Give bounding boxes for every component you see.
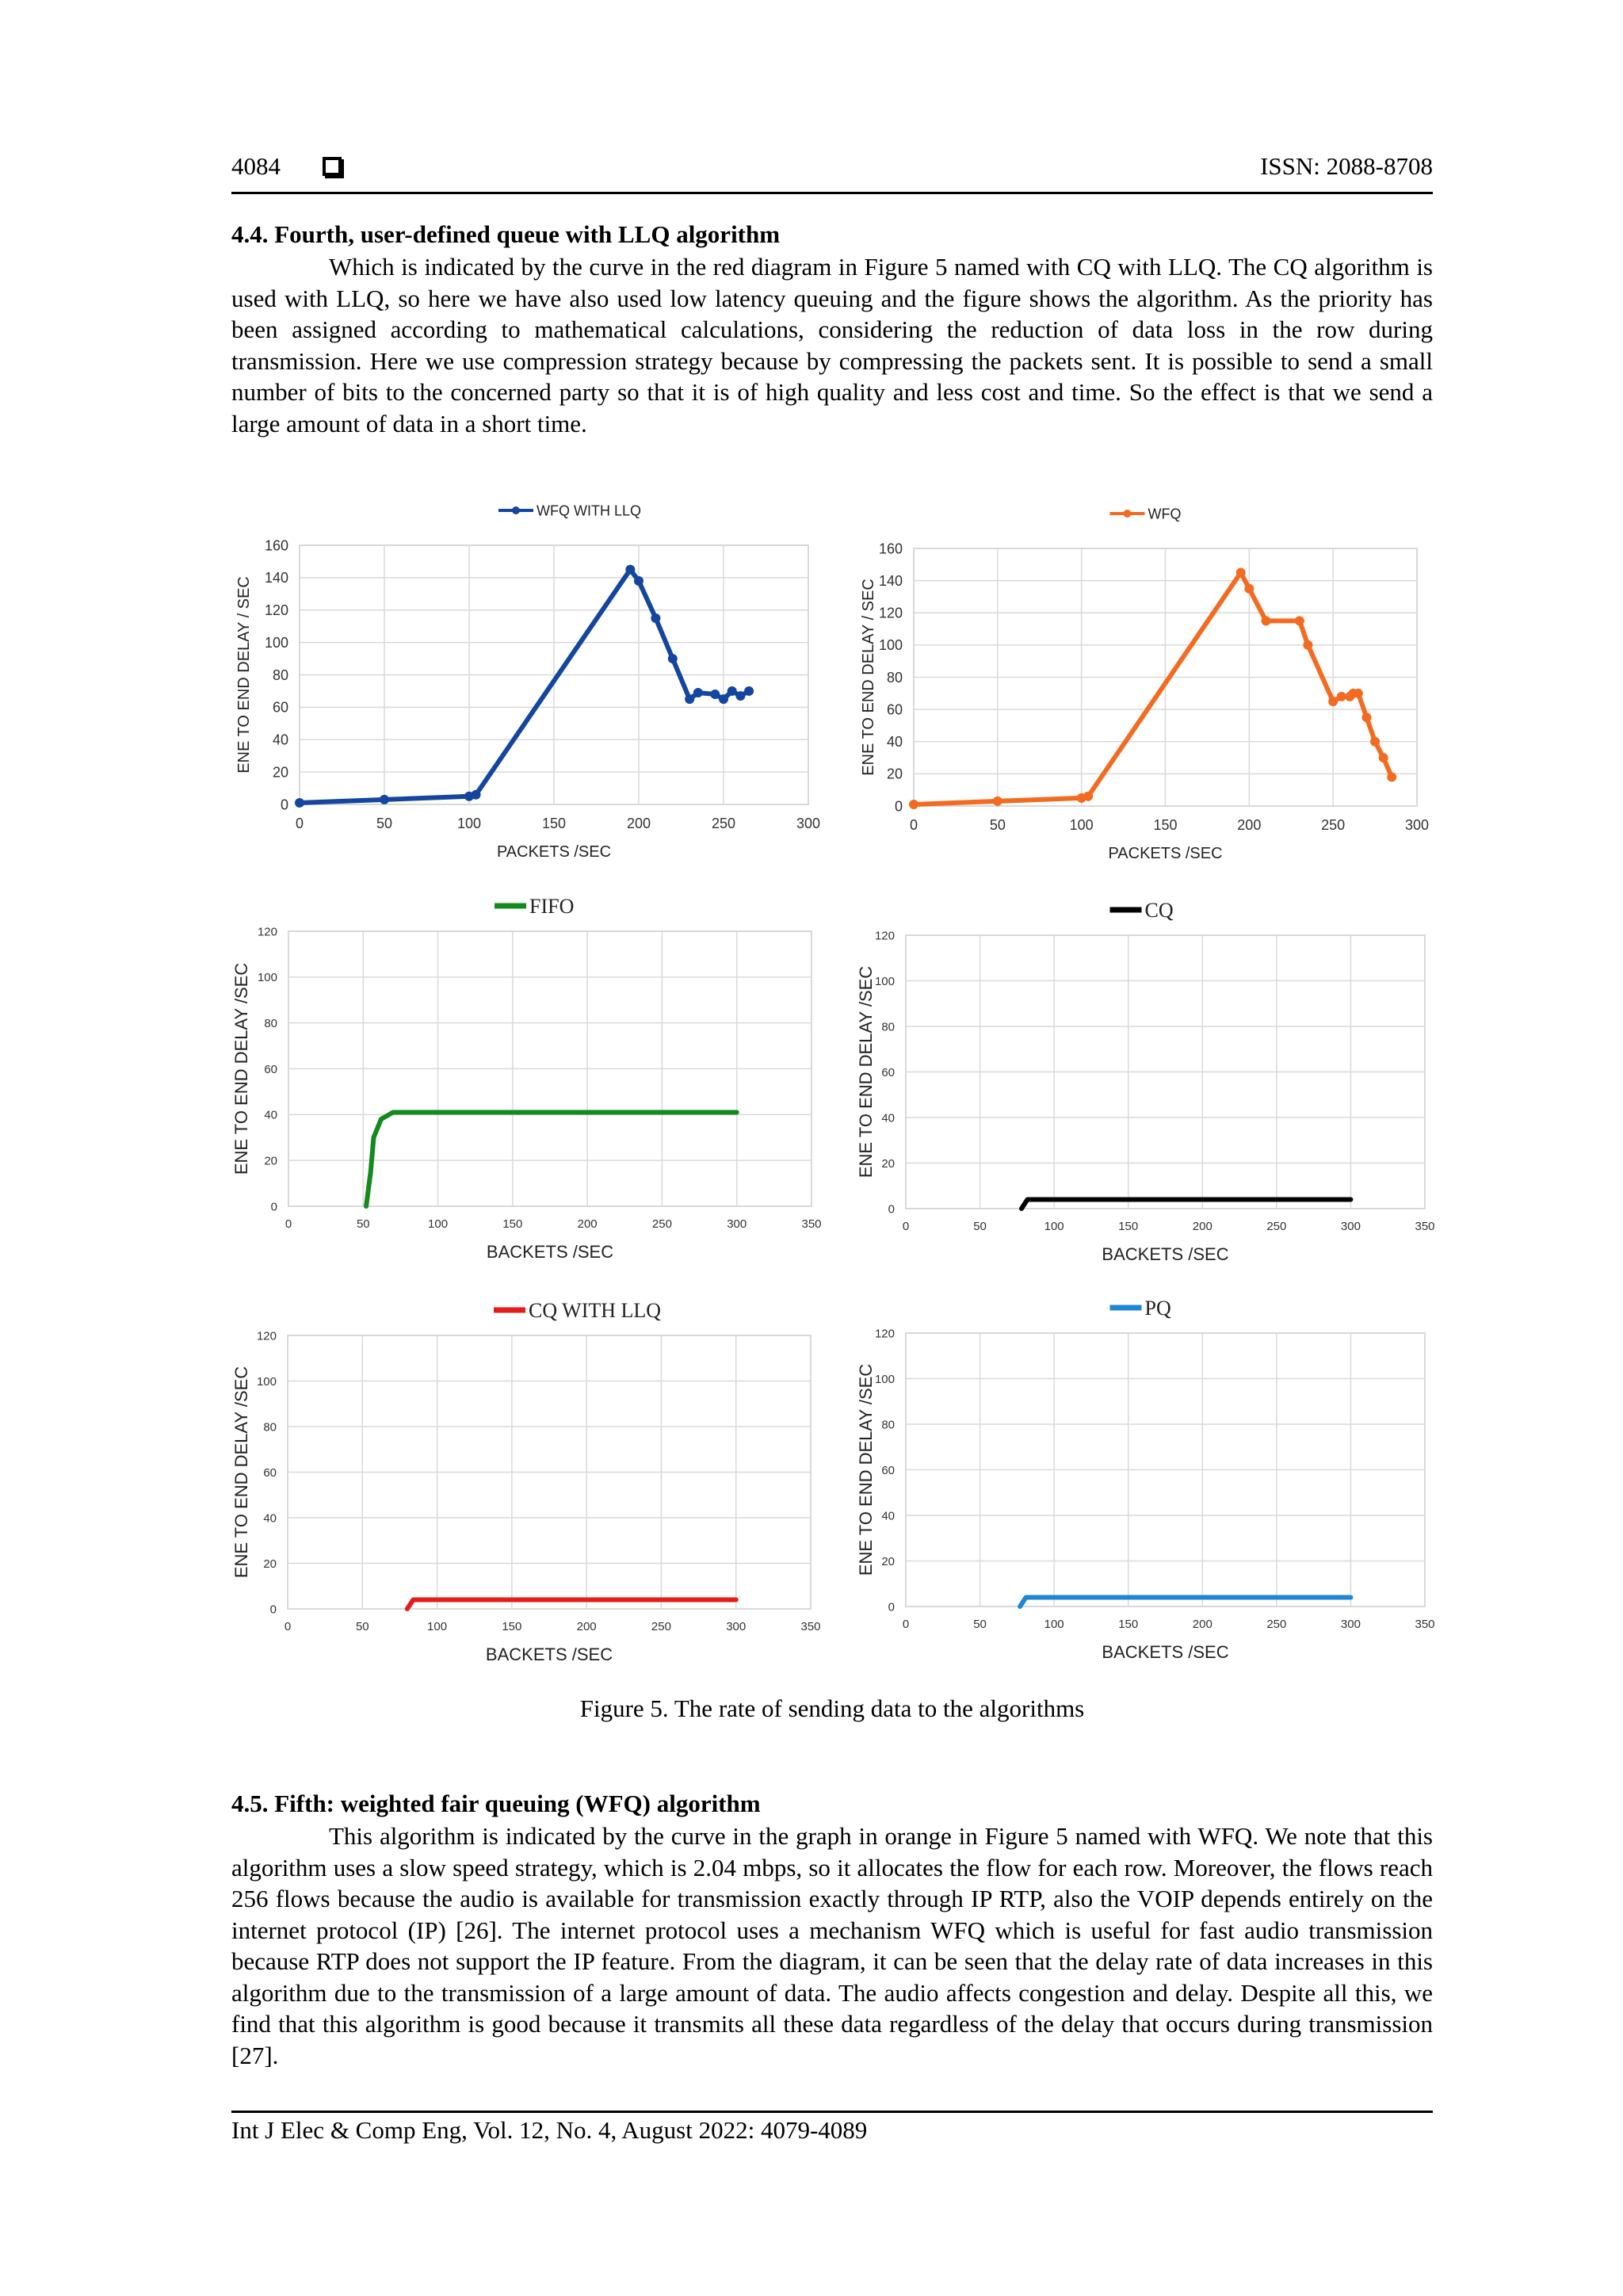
- y-tick-label: 160: [878, 541, 903, 557]
- section-4-4-body: [231, 251, 1433, 439]
- data-point: [1244, 584, 1254, 594]
- y-tick-label: 120: [256, 1329, 277, 1343]
- data-point: [472, 790, 481, 800]
- chart-wfq: [854, 491, 1441, 872]
- y-tick-label: 40: [272, 732, 288, 748]
- y-tick-label: 40: [264, 1108, 277, 1122]
- series-line: [407, 1600, 736, 1610]
- x-axis-label: PACKETS /SEC: [496, 843, 612, 861]
- y-tick-label: 80: [886, 669, 903, 686]
- x-tick-label: 350: [1415, 1618, 1435, 1631]
- series-line: [1020, 1598, 1350, 1607]
- footer-rule: [231, 2111, 1433, 2113]
- x-tick-label: 250: [651, 1217, 672, 1231]
- y-tick-label: 80: [263, 1420, 277, 1435]
- data-point: [1370, 737, 1380, 747]
- data-point: [735, 691, 745, 701]
- y-tick-label: 80: [272, 667, 288, 683]
- data-point: [744, 686, 754, 696]
- legend-marker: [1124, 510, 1132, 518]
- y-axis-label: ENE TO END DELAY /SEC: [231, 962, 251, 1175]
- y-tick-label: 80: [881, 1418, 895, 1432]
- data-point: [625, 565, 635, 575]
- data-point: [727, 686, 737, 696]
- data-point: [651, 613, 660, 623]
- y-tick-label: 140: [264, 570, 288, 586]
- legend-label: PQ: [1144, 1297, 1171, 1320]
- legend-label: FIFO: [529, 895, 575, 919]
- y-tick-label: 20: [886, 766, 903, 782]
- x-tick-label: 300: [727, 1217, 747, 1231]
- y-tick-label: 100: [878, 637, 903, 654]
- y-tick-label: 100: [874, 974, 895, 988]
- y-tick-label: 40: [881, 1111, 895, 1125]
- data-point: [1387, 772, 1396, 781]
- issn: ISSN: 2088-8708: [1260, 152, 1433, 180]
- x-axis-label: BACKETS /SEC: [1102, 1642, 1229, 1662]
- x-tick-label: 150: [1118, 1618, 1139, 1631]
- x-tick-label: 50: [355, 1620, 369, 1633]
- y-axis-label: ENE TO END DELAY /SEC: [231, 1366, 251, 1579]
- data-point: [1236, 567, 1246, 577]
- data-point: [668, 654, 678, 663]
- x-tick-label: 50: [989, 817, 1006, 833]
- y-tick-label: 60: [881, 1065, 895, 1079]
- x-axis-label: BACKETS /SEC: [485, 1645, 613, 1664]
- y-tick-label: 120: [257, 925, 277, 939]
- section-4-5-body: [231, 1820, 1433, 2071]
- y-tick-label: 0: [888, 1202, 895, 1217]
- data-point: [634, 576, 643, 586]
- x-tick-label: 300: [796, 816, 821, 831]
- legend-label: CQ WITH LLQ: [529, 1299, 662, 1323]
- x-tick-label: 200: [626, 816, 651, 831]
- x-tick-label: 150: [1118, 1220, 1139, 1233]
- x-tick-label: 300: [726, 1620, 747, 1633]
- x-tick-label: 50: [973, 1618, 987, 1631]
- section-4-5-text: This algorithm is indicated by the curve in the graph in orange in Figure 5 named with WFQ. We note that this algorithm uses a slow speed strategy, which is 2.04 mbps, so it allocates the flow for each row. Moreover, the flows reach 256 flows because the audio is available for transmission exactly through IP RTP, also the VOIP depends entirely on the internet protocol (IP) [26]. The internet protocol uses a mechanism WFQ which is useful for fast audio transmission because RTP does not support the IP feature. From the diagram, it can be seen that the delay rate of data increases in this algorithm due to the transmission of a large amount of data. The audio affects congestion and delay. Despite all this, we find that this algorithm is good because it transmits all these data regardless of the delay that occurs during transmission [27].: [231, 1822, 1433, 2069]
- data-point: [1083, 792, 1093, 801]
- data-point: [1295, 616, 1304, 625]
- x-tick-label: 100: [428, 1217, 449, 1231]
- y-tick-label: 40: [881, 1509, 895, 1523]
- series-line: [300, 570, 749, 803]
- data-point: [685, 694, 694, 704]
- x-tick-label: 0: [902, 1220, 910, 1233]
- x-tick-label: 350: [800, 1620, 821, 1633]
- chart-fifo: [230, 888, 832, 1268]
- data-point: [1354, 689, 1363, 698]
- x-tick-label: 200: [577, 1217, 598, 1231]
- chart-cq: [854, 888, 1441, 1268]
- y-axis-label: ENE TO END DELAY / SEC: [860, 579, 877, 776]
- y-tick-label: 120: [874, 1327, 895, 1341]
- x-tick-label: 50: [356, 1217, 370, 1231]
- y-tick-label: 0: [269, 1603, 277, 1617]
- x-tick-label: 250: [1266, 1618, 1287, 1631]
- y-tick-label: 100: [256, 1374, 277, 1389]
- square-bullet-icon: [323, 157, 342, 176]
- section-4-5-heading: 4.5. Fifth: weighted fair queuing (WFQ) algorithm: [231, 1790, 761, 1817]
- y-tick-label: 60: [264, 1062, 277, 1076]
- data-point: [1303, 640, 1312, 650]
- y-tick-label: 120: [874, 929, 895, 943]
- x-tick-label: 350: [1415, 1220, 1435, 1233]
- x-tick-label: 150: [502, 1620, 522, 1633]
- x-tick-label: 150: [502, 1217, 523, 1231]
- y-tick-label: 100: [874, 1372, 895, 1386]
- x-tick-label: 50: [973, 1220, 987, 1233]
- x-tick-label: 150: [1153, 817, 1178, 833]
- x-tick-label: 200: [1192, 1618, 1212, 1631]
- y-tick-label: 140: [878, 572, 903, 589]
- x-tick-label: 100: [1044, 1220, 1064, 1233]
- y-tick-label: 60: [263, 1465, 277, 1480]
- y-tick-label: 40: [263, 1511, 277, 1526]
- x-tick-label: 0: [295, 816, 304, 831]
- y-tick-label: 0: [270, 1200, 277, 1214]
- x-tick-label: 100: [1069, 817, 1094, 833]
- x-tick-label: 100: [1044, 1618, 1064, 1631]
- x-tick-label: 100: [427, 1620, 448, 1633]
- chart-wfq-with-llq: [230, 491, 832, 872]
- y-tick-label: 80: [881, 1020, 895, 1034]
- y-tick-label: 160: [264, 537, 288, 554]
- x-tick-label: 200: [1192, 1220, 1212, 1233]
- x-tick-label: 300: [1340, 1618, 1361, 1631]
- data-point: [693, 688, 703, 697]
- y-tick-label: 60: [881, 1463, 895, 1477]
- data-point: [1328, 697, 1338, 706]
- y-tick-label: 20: [264, 1154, 277, 1168]
- data-point: [1362, 712, 1372, 722]
- data-point: [295, 798, 304, 808]
- series-line: [366, 1112, 737, 1206]
- legend-label: WFQ WITH LLQ: [537, 502, 641, 519]
- x-tick-label: 100: [456, 816, 482, 831]
- data-point: [710, 690, 720, 699]
- chart-cq-with-llq: [230, 1292, 832, 1672]
- y-tick-label: 60: [272, 699, 288, 716]
- y-axis-label: ENE TO END DELAY / SEC: [235, 576, 253, 774]
- header-rule: [231, 192, 1433, 194]
- y-tick-label: 100: [264, 634, 288, 651]
- data-point: [909, 800, 918, 809]
- data-point: [380, 795, 389, 804]
- figure-caption: Figure 5. The rate of sending data to the algorithms: [579, 1694, 1085, 1722]
- legend-label: CQ: [1144, 899, 1174, 923]
- x-tick-label: 300: [1340, 1220, 1361, 1233]
- y-tick-label: 0: [888, 1600, 895, 1614]
- page-number: 4084: [231, 152, 281, 180]
- y-tick-label: 0: [280, 797, 288, 813]
- x-tick-label: 0: [902, 1618, 910, 1631]
- x-tick-label: 0: [909, 817, 918, 833]
- x-tick-label: 0: [284, 1620, 292, 1633]
- y-tick-label: 20: [263, 1557, 277, 1571]
- y-tick-label: 20: [272, 764, 288, 781]
- x-tick-label: 350: [801, 1217, 822, 1231]
- data-point: [1262, 616, 1271, 625]
- series-line: [1022, 1200, 1350, 1209]
- x-tick-label: 250: [1321, 817, 1346, 833]
- y-tick-label: 40: [886, 734, 903, 751]
- chart-pq: [854, 1292, 1441, 1672]
- section-4-4-heading: 4.4. Fourth, user-defined queue with LLQ algorithm: [231, 220, 781, 248]
- x-axis-label: PACKETS /SEC: [1108, 845, 1223, 862]
- y-tick-label: 120: [878, 605, 903, 621]
- data-point: [719, 694, 728, 704]
- x-tick-label: 0: [285, 1217, 292, 1231]
- legend-label: WFQ: [1148, 506, 1182, 522]
- x-tick-label: 200: [576, 1620, 597, 1633]
- x-tick-label: 150: [541, 816, 567, 831]
- data-point: [1337, 692, 1346, 701]
- x-tick-label: 300: [1404, 817, 1430, 833]
- x-tick-label: 200: [1237, 817, 1262, 833]
- y-tick-label: 80: [264, 1016, 277, 1030]
- x-tick-label: 250: [711, 816, 736, 831]
- y-tick-label: 20: [881, 1554, 895, 1568]
- x-axis-label: BACKETS /SEC: [1102, 1244, 1229, 1264]
- legend-marker: [512, 506, 520, 514]
- y-tick-label: 20: [881, 1156, 895, 1171]
- x-tick-label: 250: [651, 1620, 671, 1633]
- x-axis-label: BACKETS /SEC: [486, 1242, 614, 1262]
- y-tick-label: 0: [894, 798, 903, 815]
- footer-citation: Int J Elec & Comp Eng, Vol. 12, No. 4, August 2022: 4079-4089: [231, 2116, 868, 2144]
- y-tick-label: 120: [264, 602, 288, 619]
- data-point: [1379, 753, 1388, 762]
- y-tick-label: 60: [886, 701, 903, 718]
- data-point: [993, 797, 1002, 806]
- series-line: [914, 572, 1392, 804]
- x-tick-label: 250: [1266, 1220, 1287, 1233]
- y-axis-label: ENE TO END DELAY /SEC: [856, 965, 876, 1179]
- x-tick-label: 50: [376, 816, 393, 831]
- y-tick-label: 100: [257, 971, 277, 985]
- y-axis-label: ENE TO END DELAY /SEC: [856, 1363, 876, 1576]
- section-4-4-text: Which is indicated by the curve in the red diagram in Figure 5 named with CQ with LLQ. The CQ algorithm is used with LLQ, so here we have also used low latency queuing and the figure shows the algorithm. As the priority has been assigned according to mathematical calculations, considering the reduction of data loss in the row during transmission. Here we use compression strategy because by compressing the packets sent. It is possible to send a small number of bits to the concerned party so that it is of high quality and less cost and time. So the effect is that we send a large amount of data in a short time.: [231, 253, 1433, 437]
